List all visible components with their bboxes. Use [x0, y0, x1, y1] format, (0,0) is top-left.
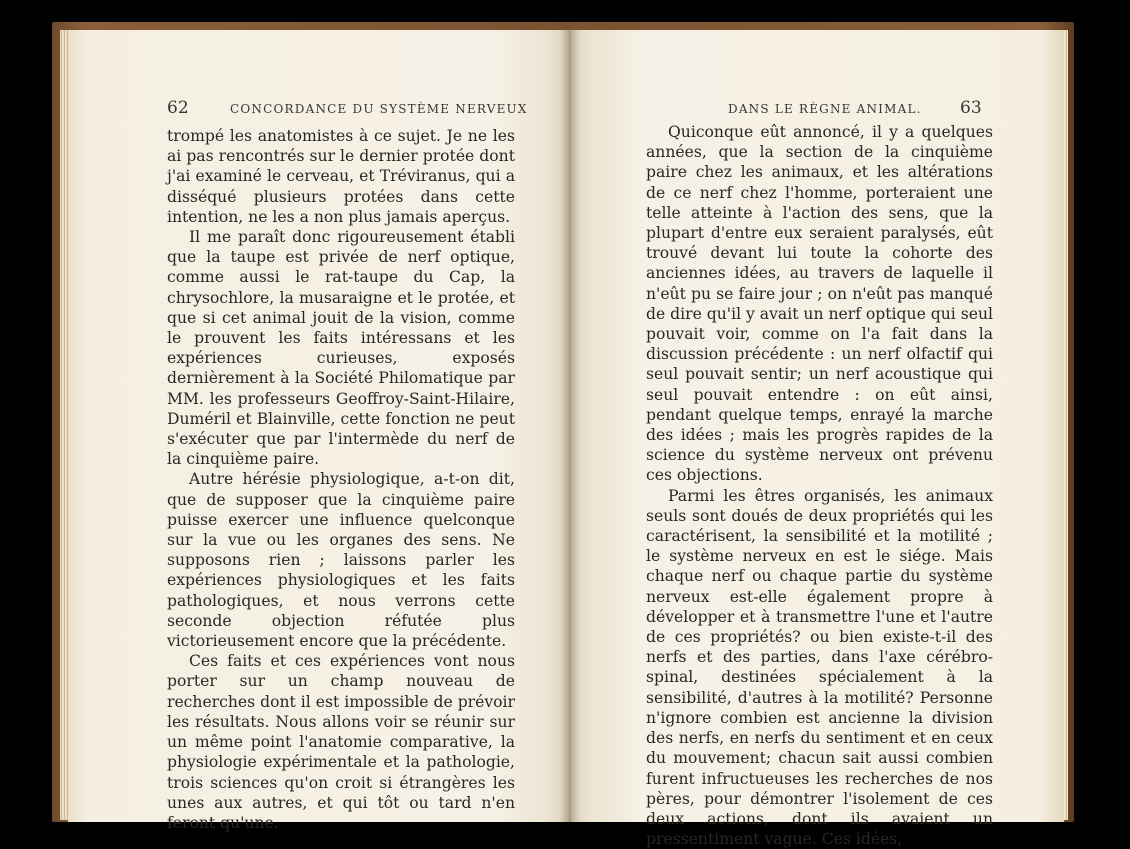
paragraph: trompé les anatomistes à ce sujet. Je ne les ai pas rencontrés sur le dernier protée dont j'ai examiné le cerveau, et Tréviranus, qui a disséqué plusieurs protées dans cette intention, ne les a non plus jamais aperçus.: [167, 127, 515, 226]
paragraph: Il me paraît donc rigoureusement établi que la taupe est privée de nerf optique, comme aussi le rat-taupe du Cap, la chrysochlore, la musaraigne et le protée, et que si cet animal jouit de la vision, comme le prouvent les faits intéressans et les expériences curieuses, exposés dernièrement à la Société Philomatique par MM. les professeurs Geoffroy-Saint-Hilaire, Duméril et Blainville, cette fonction ne peut s'exécuter que par l'intermède du nerf de la cinquième paire.: [167, 228, 515, 469]
paragraph: Quiconque eût annoncé, il y a quelques années, que la section de la cinquième paire chez les animaux, et les altérations de ce nerf chez l'homme, porteraient une telle atteinte à l'action des sens, que la plupart d'entre eux seraient paralysés, eût trouvé devant lui toute la cohorte des anciennes idées, au travers de laquelle il n'eût pu se faire jour ; on n'eût pas manqué de dire qu'il y avait un nerf optique qui seul pouvait voir, comme on l'a fait dans la discussion précédente : un nerf olfactif qui seul pouvait sentir; un nerf acoustique qui seul pouvait entendre : on eût ainsi, pendant quelque temps, enrayé la marche des idées ; mais les progrès rapides de la science du système nerveux ont prévenu ces objections.: [646, 123, 993, 485]
body-text: [646, 122, 993, 849]
running-head: DANS LE RÈGNE ANIMAL.: [728, 102, 922, 116]
book-gutter: [560, 30, 580, 822]
paragraph: Parmi les êtres organisés, les animaux seuls sont doués de deux propriétés qui les caractérisent, la sensibilité et la motilité ; le système nerveux en est le siége. Mais chaque nerf ou chaque partie du système nerveux est-elle également propre à développer et à transmettre l'une et l'autre de ces propriétés? ou bien existe-t-il des nerfs et des parties, dans l'axe cérébro-spinal, destinées spécialement à la sensibilité, d'autres à la motilité? Personne n'ignore combien est ancienne la division des nerfs, en nerfs du sentiment et en ceux du mouvement; chacun sait aussi combien furent infructueuses les recherches de nos pères, pour démontrer l'isolement de ces deux actions, dont ils avaient un pressentiment vague. Ces idées,: [646, 486, 993, 849]
right-page: [568, 30, 1064, 849]
page-number: 63: [960, 98, 982, 118]
left-page: [68, 30, 568, 832]
running-head: CONCORDANCE DU SYSTÈME NERVEUX: [230, 102, 528, 116]
paragraph: Ces faits et ces expériences vont nous porter sur un champ nouveau de recherches dont il est impossible de prévoir les résultats. Nous allons voir se réunir sur un même point l'anatomie comparative, la physiologie expérimentale et la pathologie, trois sciences qu'on croit si étrangères les unes aux autres, et qui tôt ou tard n'en feront qu'une.: [167, 652, 515, 832]
page-number: 62: [167, 98, 189, 118]
paragraph: Autre hérésie physiologique, a-t-on dit, que de supposer que la cinquième paire puisse exercer une influence quelconque sur la vue ou les organes des sens. Ne supposons rien ; laissons parler les expériences physiologiques et les faits pathologiques, et nous verrons cette seconde objection réfutée plus victorieusement encore que la précédente.: [167, 470, 515, 651]
body-text: [167, 126, 515, 833]
